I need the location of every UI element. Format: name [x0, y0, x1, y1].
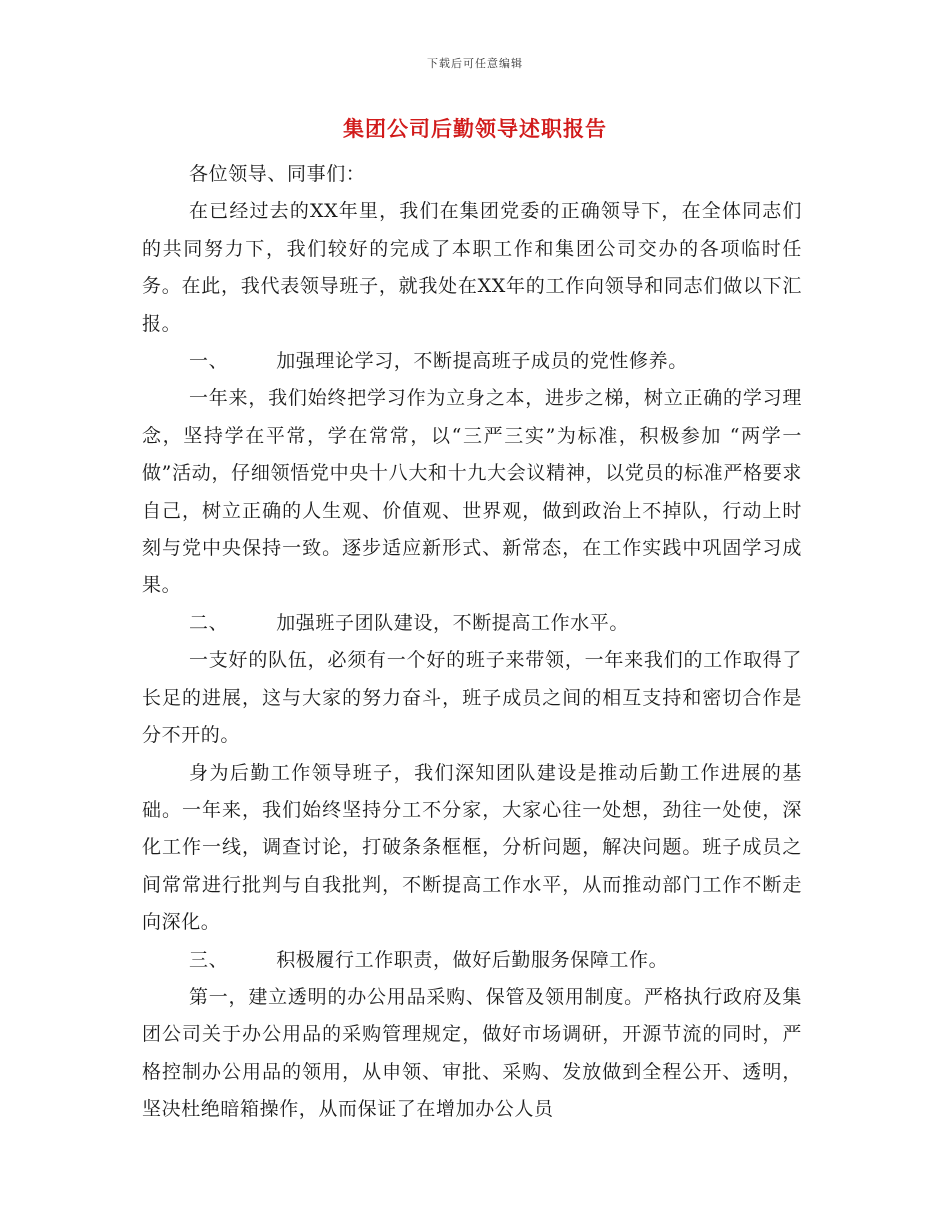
section-heading-2: [142, 605, 802, 642]
page-header-note: 下载后可任意编辑: [427, 57, 523, 70]
section-number-3: 三、: [189, 948, 229, 971]
salutation-paragraph: 各位领导、同事们：: [189, 163, 366, 185]
supplies-paragraph: 第一，建立透明的办公用品采购、保管及领用制度。严格执行政府及集团公司关于办公用品的采购管理规定，做好市场调研，开源节流的同时，严格控制办公用品的领用，从申领、审批、采购、发放做到全程公开、透明，坚决杜绝暗箱操作，从而保证了在增加办公人员: [142, 985, 802, 1121]
section-title-2: 加强班子团队建设，不断提高工作水平。: [276, 611, 630, 634]
section-title-3: 积极履行工作职责，做好后勤服务保障工作。: [276, 948, 669, 971]
intro-paragraph: 在已经过去的XX年里，我们在集团党委的正确领导下，在全体同志们的共同努力下，我们较好的完成了本职工作和集团公司交办的各项临时任务。在此，我代表领导班子，就我处在XX年的工作向领导和同志们做以下汇报。: [142, 200, 802, 335]
section-heading-1: [142, 343, 802, 380]
study-paragraph: 一年来，我们始终把学习作为立身之本，进步之梯，树立正确的学习理念，坚持学在平常，学在常常，以“三严三实”为标准，积极参加 “两学一做”活动，仔细领悟党中央十八大和十九大会议精神，以党员的标准严格要求自己，树立正确的人生观、价值观、世界观，做到政治上不掉队，行动上时刻与党中央保持一致。逐步适应新形式、新常态，在工作实践中巩固学习成果。: [142, 387, 802, 597]
document-body: [142, 156, 802, 1129]
section-number-1: 一、: [189, 350, 229, 373]
team-paragraph-2: 身为后勤工作领导班子，我们深知团队建设是推动后勤工作进展的基础。一年来，我们始终坚持分工不分家，大家心往一处想，劲往一处使，深化工作一线，调查讨论，打破条条框框，分析问题，解决问题。班子成员之间常常进行批判与自我批判，不断提高工作水平，从而推动部门工作不断走向深化。: [142, 761, 802, 934]
team-paragraph-1: 一支好的队伍，必须有一个好的班子来带领，一年来我们的工作取得了长足的进展，这与大家的努力奋斗，班子成员之间的相互支持和密切合作是分不开的。: [142, 649, 802, 747]
section-number-2: 二、: [189, 611, 229, 634]
section-title-1: 加强理论学习，不断提高班子成员的党性修养。: [276, 350, 688, 373]
document-title: 集团公司后勤领导述职报告: [343, 116, 607, 141]
section-heading-3: [142, 942, 802, 979]
